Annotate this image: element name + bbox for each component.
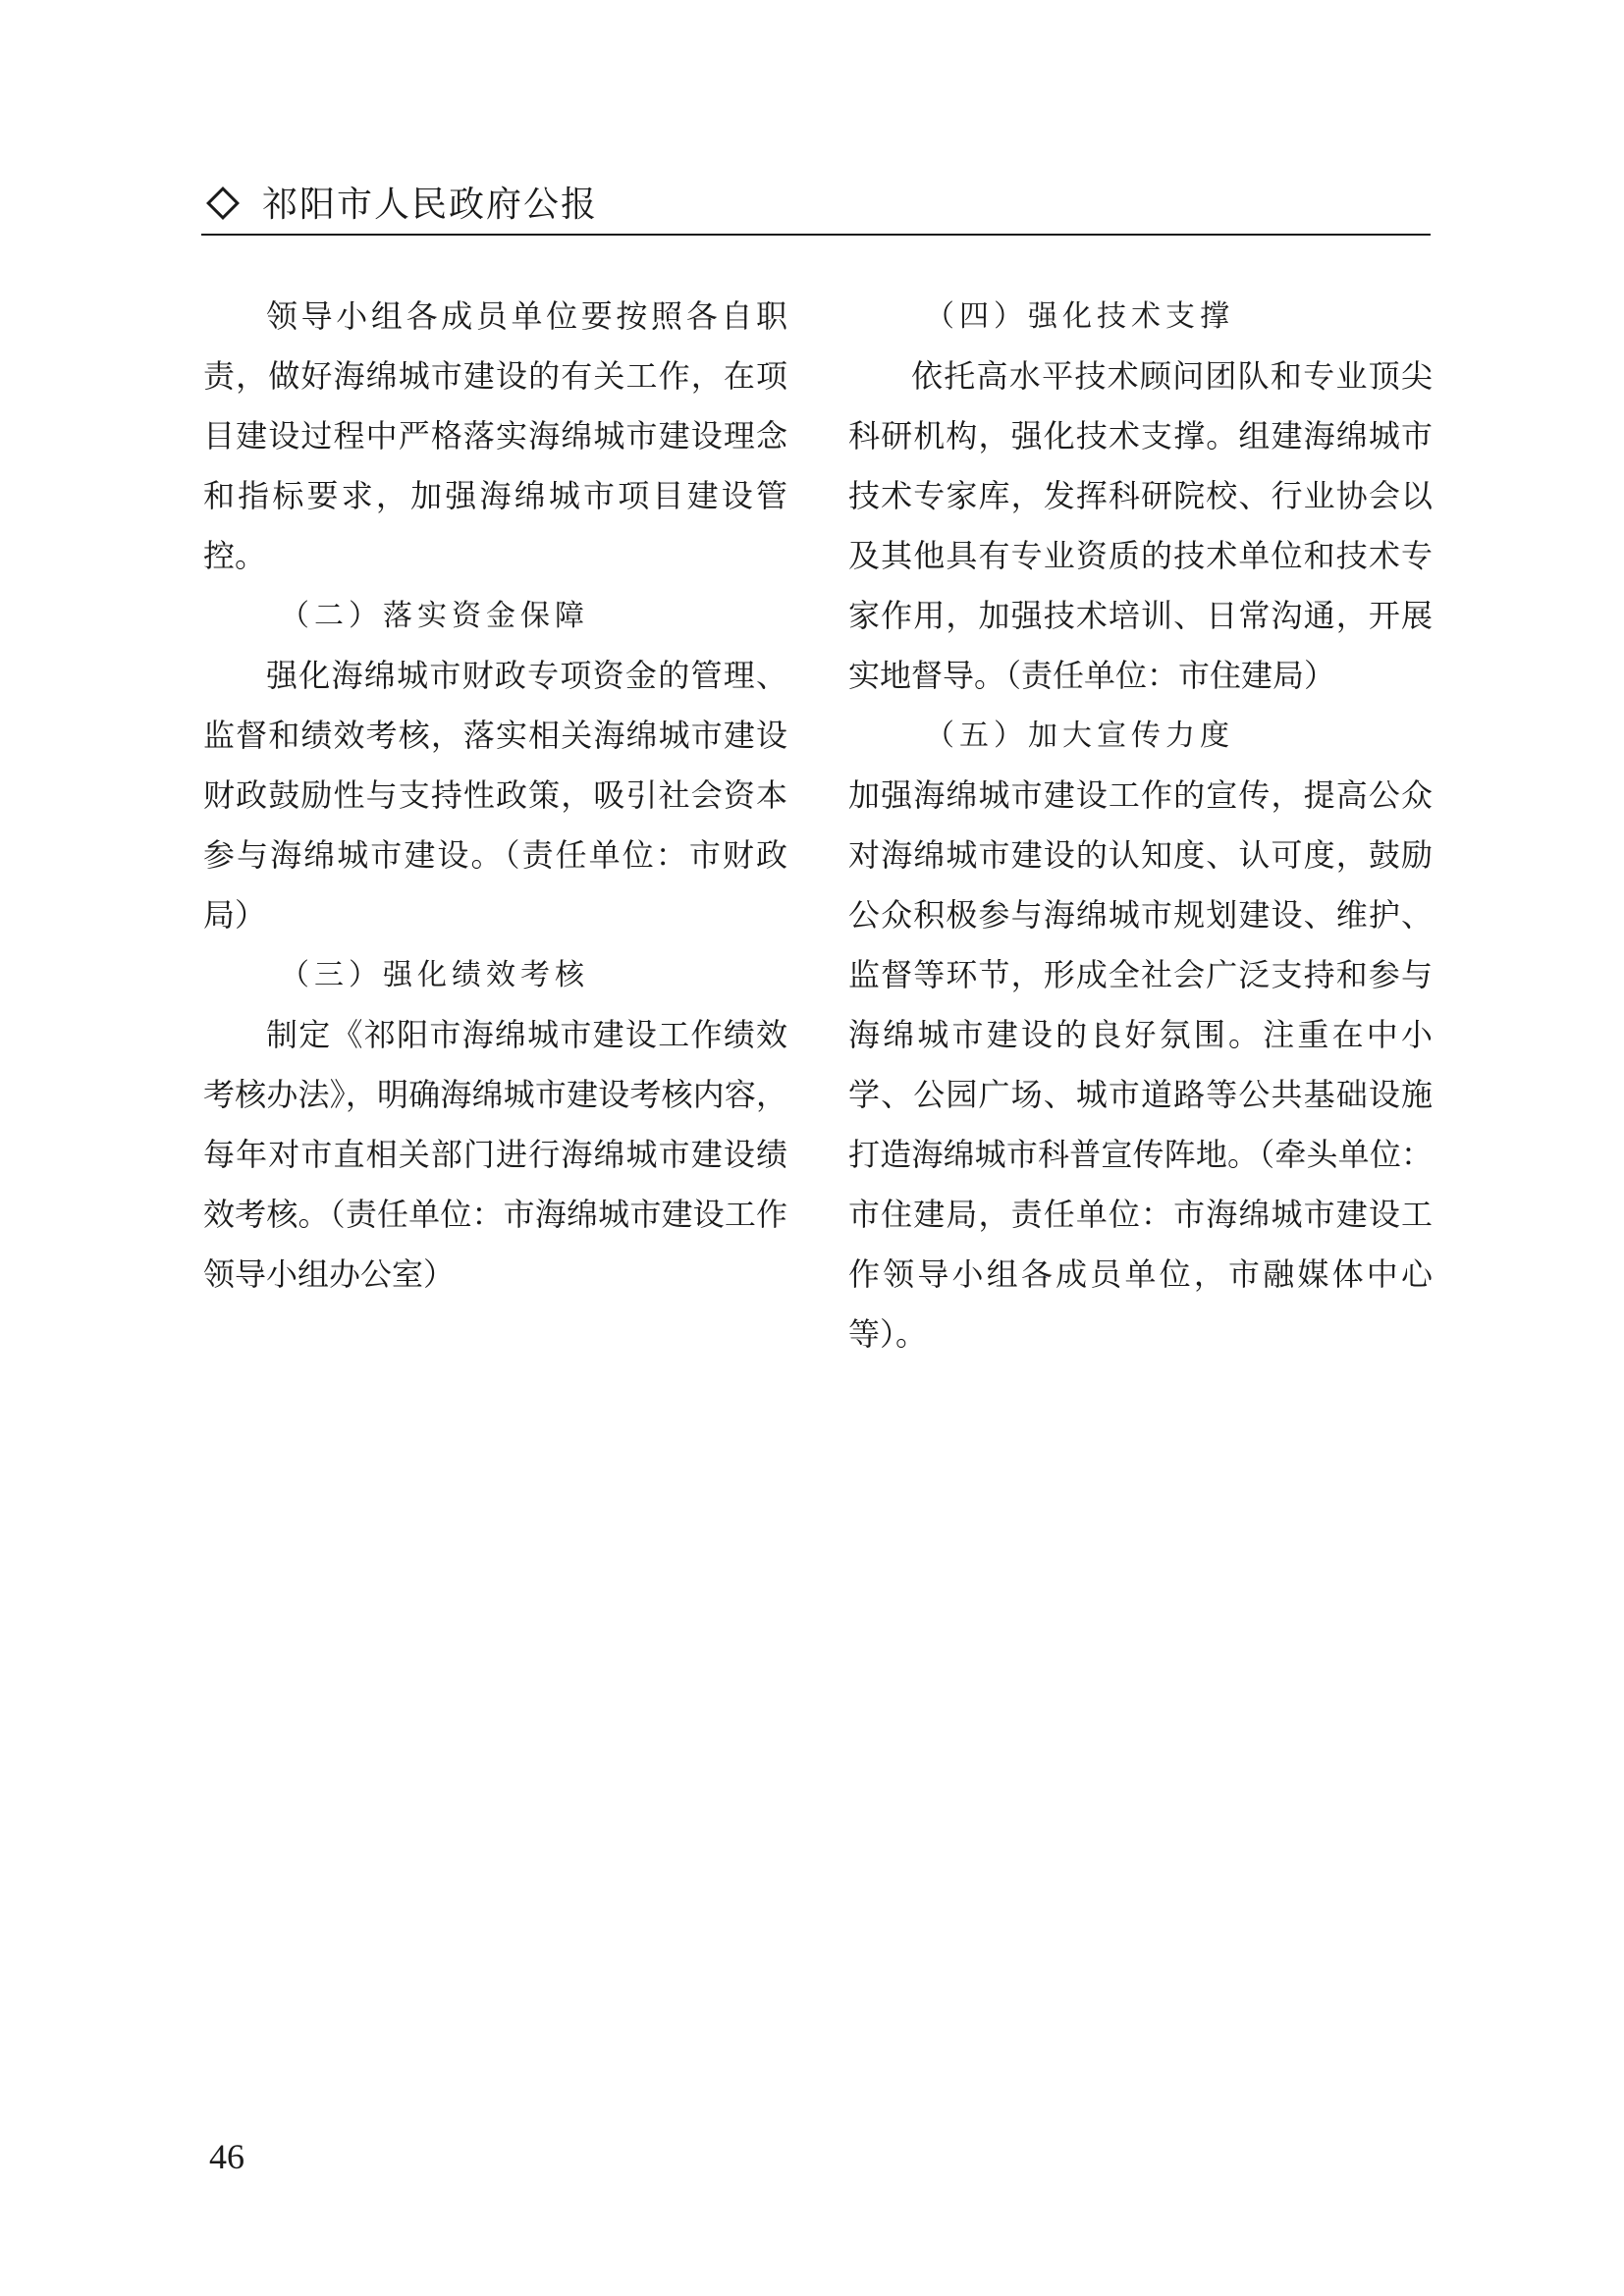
- paragraph: 领导小组各成员单位要按照各自职责，做好海绵城市建设的有关工作，在项目建设过程中严格落实海绵城市建设理念和指标要求，加强海绵城市项目建设管控。: [203, 297, 787, 574]
- section-heading-4: （四）强化技术支撑: [925, 299, 1234, 334]
- paragraph: 制定《祁阳市海绵城市建设工作绩效考核办法》，明确海绵城市建设考核内容，每年对市直相关部门进行海绵城市建设绩效考核。（责任单位：市海绵城市建设工作领导小组办公室）: [203, 1016, 787, 1293]
- page-header: [201, 182, 1431, 233]
- header-divider: [201, 234, 1431, 236]
- paragraph: 加强海绵城市建设工作的宣传，提高公众对海绵城市建设的认知度、认可度，鼓励公众积极参与海绵城市规划建设、维护、监督等环节，形成全社会广泛支持和参与海绵城市建设的良好氛围。注重在中小学、公园广场、城市道路等公共基础设施打造海绵城市科普宣传阵地。（牵头单位：市住建局，责任单位：市海绵城市建设工作领导小组各成员单位，市融媒体中心等）。: [848, 776, 1433, 1353]
- section-heading-3: （三）强化绩效考核: [280, 958, 589, 992]
- publication-title: 祁阳市人民政府公报: [262, 185, 599, 225]
- paragraph: 强化海绵城市财政专项资金的管理、监督和绩效考核，落实相关海绵城市建设财政鼓励性与支持性政策，吸引社会资本参与海绵城市建设。（责任单位：市财政局）: [203, 657, 787, 934]
- diamond-icon: [206, 187, 240, 220]
- right-column: [848, 287, 1433, 1364]
- paragraph: 依托高水平技术顾问团队和专业顶尖科研机构，强化技术支撑。组建海绵城市技术专家库，发挥科研院校、行业协会以及其他具有专业资质的技术单位和技术专家作用，加强技术培训、日常沟通，开展实地督导。（责任单位：市住建局）: [848, 357, 1433, 694]
- page-number: 46: [209, 2137, 244, 2176]
- section-heading-5: （五）加大宣传力度: [925, 719, 1234, 753]
- section-heading-2: （二）落实资金保障: [280, 599, 589, 633]
- left-column: [203, 287, 787, 1305]
